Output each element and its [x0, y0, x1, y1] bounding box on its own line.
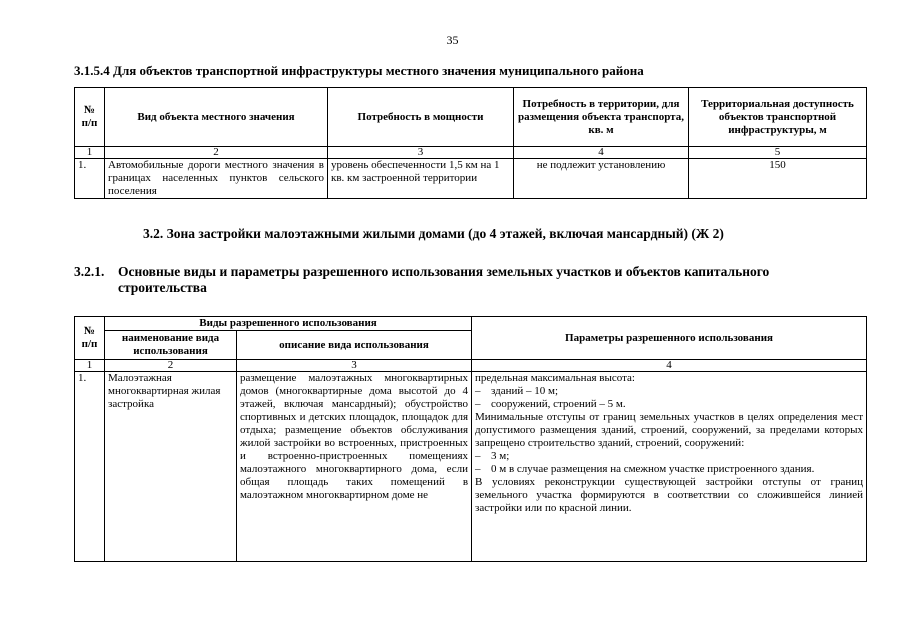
- row-use-name: Малоэтажная многоквартирная жилая застройка: [105, 372, 237, 562]
- column-number: 5: [689, 147, 867, 159]
- column-number: 4: [472, 360, 867, 372]
- params-bullet: [475, 463, 863, 476]
- row-object-type: Автомобильные дороги местного значения в границах населенных пунктов сельского поселения: [105, 159, 328, 199]
- section-heading-permitted-use: [74, 264, 874, 296]
- column-number: 1: [75, 360, 105, 372]
- column-number: 3: [237, 360, 472, 372]
- params-height-intro: предельная максимальная высота:: [475, 372, 635, 384]
- header-params: Параметры разрешенного использования: [472, 317, 867, 360]
- params-setback-2: 0 м в случае размещения на смежном участке пристроенного здания.: [491, 463, 815, 475]
- table-header-row: [75, 88, 867, 147]
- column-number: 1: [75, 147, 105, 159]
- column-number: 4: [514, 147, 689, 159]
- section-heading-transport: 3.1.5.4 Для объектов транспортной инфраструктуры местного значения муниципального района: [74, 63, 644, 78]
- params-setback-1: 3 м;: [491, 450, 510, 462]
- row-accessibility: 150: [689, 159, 867, 199]
- row-territory: не подлежит установлению: [514, 159, 689, 199]
- table-header-row: [75, 317, 867, 331]
- column-number: 2: [105, 360, 237, 372]
- row-num: 1.: [75, 159, 105, 199]
- row-capacity: уровень обеспеченности 1,5 км на 1 кв. км застроенной территории: [328, 159, 514, 199]
- header-num: № п/п: [75, 88, 105, 147]
- params-height-structures: сооружений, строений – 5 м.: [491, 398, 626, 410]
- section-title-line2: строительства: [118, 280, 207, 295]
- section-title-line1: Основные виды и параметры разрешенного использования земельных участков и объектов капитального: [118, 264, 770, 279]
- params-bullet: [475, 385, 863, 398]
- table-row: [75, 159, 867, 199]
- dash-marker: –: [475, 385, 481, 397]
- header-use-name: наименование вида использования: [105, 331, 237, 360]
- row-params: [472, 372, 867, 562]
- header-capacity: Потребность в мощности: [328, 88, 514, 147]
- dash-marker: –: [475, 398, 481, 410]
- header-use-description: описание вида использования: [237, 331, 472, 360]
- header-object-type: Вид объекта местного значения: [105, 88, 328, 147]
- header-num: № п/п: [75, 317, 105, 360]
- page-number: 35: [446, 33, 459, 47]
- params-bullet: [475, 398, 863, 411]
- column-number-row: [75, 147, 867, 159]
- column-number: 2: [105, 147, 328, 159]
- table-row: [75, 372, 867, 562]
- column-number-row: [75, 360, 867, 372]
- params-setback-intro: Минимальные отступы от границ земельных участков в целях определения мест допустимого размещения зданий, строений, сооружений, за пределами которых запрещено строительство зданий, строений, сооружений:: [475, 411, 864, 449]
- dash-marker: –: [475, 450, 481, 462]
- params-bullet: [475, 450, 863, 463]
- section-number: 3.2.1.: [74, 264, 105, 279]
- section-heading-zone: 3.2. Зона застройки малоэтажными жилыми домами (до 4 этажей, включая мансардный) (Ж 2): [143, 226, 724, 241]
- transport-infrastructure-table: [74, 87, 867, 199]
- header-accessibility: Территориальная доступность объектов транспортной инфраструктуры, м: [689, 88, 867, 147]
- row-use-description: размещение малоэтажных многоквартирных домов (многоквартирные дома высотой до 4 этажей, включая мансардный); обустройство спортивных и детских площадок, площадок для отдыха; размещение объектов обслуживания жилой застройки во встроенных, пристроенных и встроенно-пристроенных помещениях малоэтажного многоквартирного дома, если общая площадь таких помещений в малоэтажном многоквартирном доме не: [237, 372, 472, 562]
- header-territory: Потребность в территории, для размещения объекта транспорта, кв. м: [514, 88, 689, 147]
- column-number: 3: [328, 147, 514, 159]
- params-height-buildings: зданий – 10 м;: [491, 385, 559, 397]
- params-reconstruction: В условиях реконструкции существующей застройки отступы от границ земельного участка формируются в соответствии со сложившейся линией застройки или по красной линии.: [475, 476, 864, 514]
- dash-marker: –: [475, 463, 481, 475]
- row-num: 1.: [75, 372, 105, 562]
- header-use-types: Виды разрешенного использования: [105, 317, 472, 331]
- permitted-use-table: [74, 316, 867, 562]
